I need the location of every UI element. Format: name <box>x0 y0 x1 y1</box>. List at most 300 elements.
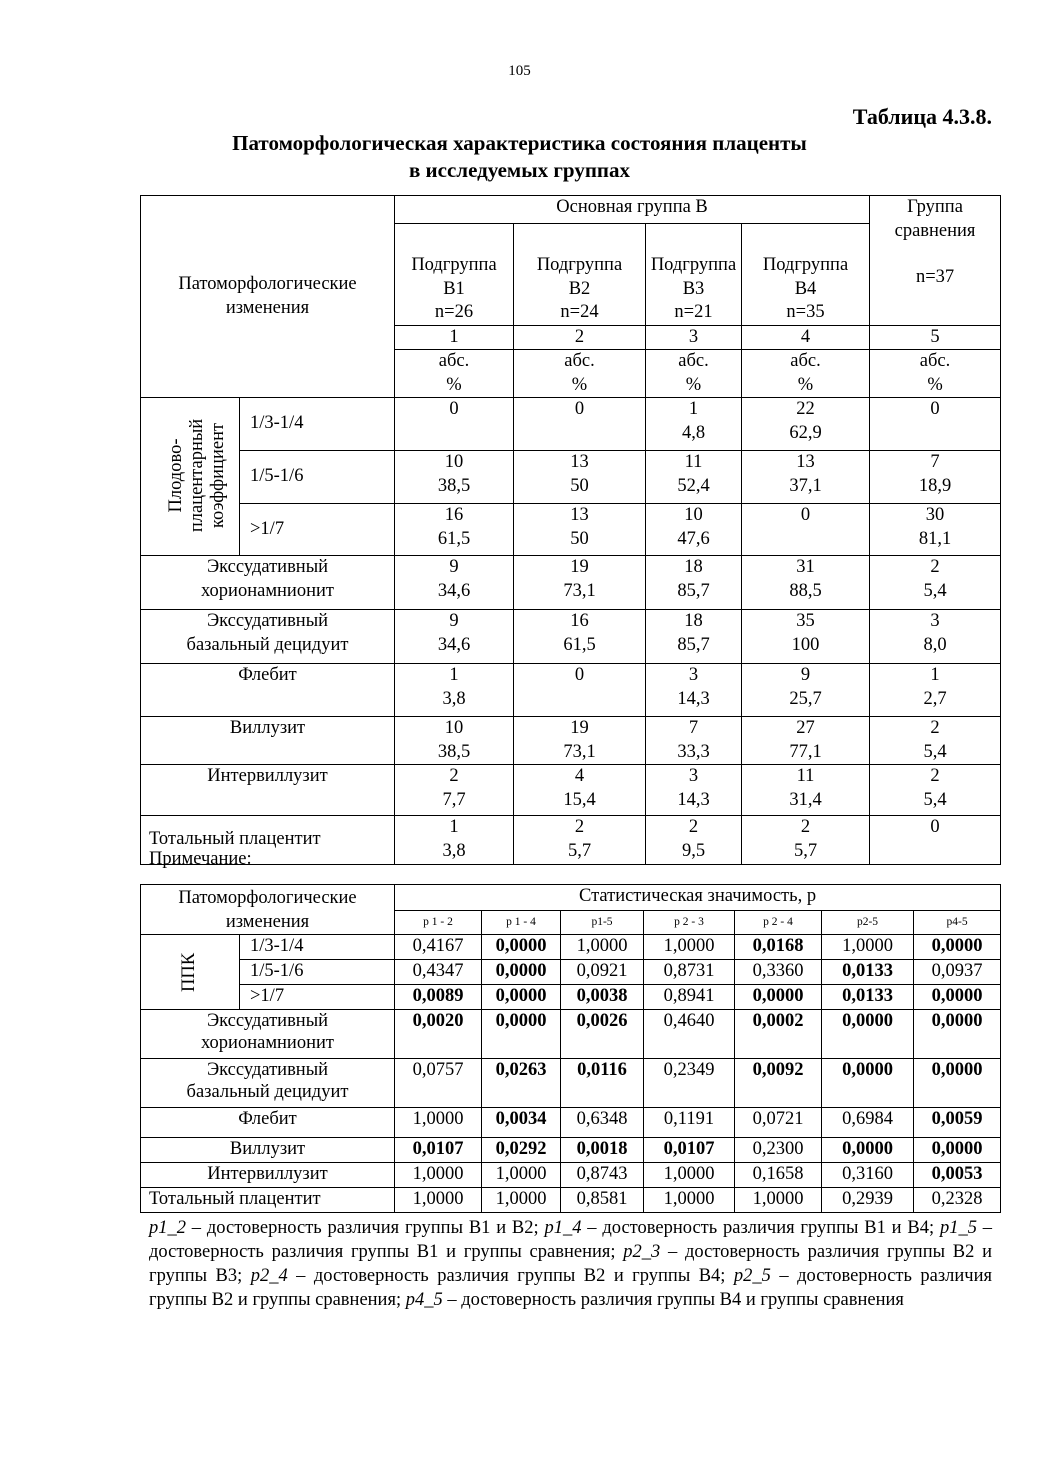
abs-value: 16 <box>444 505 464 525</box>
abs-value: 3 <box>930 611 940 631</box>
pct-value: 52,4 <box>677 475 710 496</box>
p-value: 0,6984 <box>822 1108 914 1138</box>
abs-value: 9 <box>449 611 459 631</box>
finding-label-line2: хорионамнионит <box>201 580 334 601</box>
abs-value: 3 <box>688 766 699 786</box>
p-value: 0,0107 <box>395 1138 482 1163</box>
abs-value: 7 <box>930 452 940 472</box>
abs-value: 1 <box>449 817 459 837</box>
value-cell <box>870 451 1001 504</box>
t2-finding-row <box>141 1108 1001 1138</box>
subgroup-word: Подгруппа <box>762 255 849 275</box>
abs-value: 9 <box>449 557 459 577</box>
p-value: 0,3360 <box>735 960 822 985</box>
p-value: 0,8743 <box>561 1163 644 1188</box>
p-value: 1,0000 <box>735 1188 822 1213</box>
abs-value: 13 <box>796 452 815 472</box>
p-value: 0,0000 <box>482 935 561 960</box>
subgroup-header-3 <box>646 224 742 326</box>
p-column-header: p 2 - 3 <box>644 911 735 935</box>
abs-value: 16 <box>570 611 589 631</box>
abs-value: 0 <box>574 399 585 419</box>
value-cell <box>514 765 646 816</box>
t2-ppk-row <box>141 935 1001 960</box>
table-title-line2: в исследуемых группах <box>408 158 631 182</box>
p-value: 0,8941 <box>644 985 735 1010</box>
p-value: 0,0000 <box>914 985 1001 1010</box>
legend-text: – достоверность различия группы В2 и группы В3; <box>149 1242 992 1286</box>
stat-header: Статистическая значимость, р <box>395 885 1001 911</box>
abs-value: 31 <box>796 557 815 577</box>
abs-value: 0 <box>930 817 940 837</box>
ppk-label-line1: Плодово- <box>166 438 187 513</box>
pct-value: 73,1 <box>563 580 596 601</box>
abs-value: 30 <box>925 505 945 525</box>
ppk-range-label: 1/5-1/6 <box>240 451 395 504</box>
p-value: 0,0089 <box>395 985 482 1010</box>
pct-value: 18,9 <box>918 475 952 496</box>
value-cell <box>514 504 646 556</box>
ppk-row <box>141 504 1001 556</box>
pct-value: 100 <box>791 634 820 655</box>
pct-value: 31,4 <box>789 789 822 810</box>
p-value: 0,0038 <box>561 985 644 1010</box>
pct-value: 73,1 <box>563 741 596 762</box>
abs-value: 2 <box>449 766 459 786</box>
pct-value <box>516 688 643 712</box>
t2-finding-label <box>141 1188 395 1213</box>
t2-finding-label <box>141 1163 395 1188</box>
abs-value: 2 <box>574 817 585 837</box>
pct-value <box>516 422 643 446</box>
page-number: 105 <box>508 63 531 79</box>
p-value: 0,0020 <box>395 1010 482 1059</box>
p-value: 0,0000 <box>482 1010 561 1059</box>
subgroup-header-4 <box>742 224 870 326</box>
p-value: 0,0116 <box>561 1059 644 1108</box>
legend-symbol: p1_2 <box>149 1218 186 1238</box>
pct-value: 47,6 <box>677 528 710 549</box>
legend-text: – достоверность различия группы В1 и В4; <box>581 1218 940 1238</box>
value-cell <box>395 816 514 865</box>
p-value: 0,4167 <box>395 935 482 960</box>
p-value: 1,0000 <box>482 1188 561 1213</box>
p-value: 1,0000 <box>561 935 644 960</box>
p-value: 0,0133 <box>822 985 914 1010</box>
p-value: 0,0034 <box>482 1108 561 1138</box>
p-value: 0,6348 <box>561 1108 644 1138</box>
abs-value: 2 <box>800 817 811 837</box>
note-label: Примечание: <box>149 849 252 869</box>
pct-value: 38,5 <box>437 475 471 496</box>
t2-finding-row <box>141 1059 1001 1108</box>
p-value: 0,0000 <box>735 985 822 1010</box>
column-number: 1 <box>395 325 514 350</box>
subgroup-n: n=21 <box>674 302 713 322</box>
t2-finding-label <box>141 1138 395 1163</box>
p-column-header: p1-5 <box>561 911 644 935</box>
finding-label-line2: базальный децидуит <box>186 634 349 655</box>
comparison-group-n: n=37 <box>915 267 955 287</box>
pct-value: 3,8 <box>442 688 466 709</box>
abs-value: 1 <box>930 665 940 685</box>
abs-value: 7 <box>688 718 699 738</box>
pct-label: % <box>797 374 814 395</box>
t2-finding-row <box>141 1010 1001 1059</box>
p-column-header: p 2 - 4 <box>735 911 822 935</box>
p-value: 0,2328 <box>914 1188 1001 1213</box>
abs-pct-header <box>395 350 514 398</box>
finding-label <box>141 556 395 610</box>
legend-text: – достоверность различия группы В4 и группы сравнения <box>442 1290 904 1310</box>
abs-value: 13 <box>570 452 589 472</box>
value-cell <box>395 717 514 765</box>
abs-value: 35 <box>796 611 815 631</box>
pct-value: 9,5 <box>681 840 706 861</box>
p-value: 0,0107 <box>644 1138 735 1163</box>
pct-label: % <box>446 374 462 395</box>
subgroup-code: В2 <box>568 278 591 299</box>
value-cell <box>742 504 870 556</box>
abs-pct-header <box>514 350 646 398</box>
pct-value: 7,7 <box>442 789 466 810</box>
pct-value <box>872 840 998 864</box>
abs-value: 19 <box>570 557 589 577</box>
t2-ppk-label: ППК <box>179 952 200 993</box>
pct-value: 3,8 <box>442 840 466 861</box>
significance-table <box>140 884 1001 1213</box>
value-cell <box>646 765 742 816</box>
value-cell <box>514 717 646 765</box>
p-value: 0,0721 <box>735 1108 822 1138</box>
characteristics-table <box>140 195 1001 865</box>
ppk-vertical-label <box>166 419 229 532</box>
abs-pct-header <box>870 350 1001 398</box>
finding-label-line1: Флебит <box>238 665 297 685</box>
t2-finding-label <box>141 1108 395 1138</box>
t2-finding-row <box>141 1163 1001 1188</box>
abs-pct-header <box>646 350 742 398</box>
p-value: 0,0000 <box>822 1010 914 1059</box>
pct-value: 8,0 <box>923 634 947 655</box>
p-value: 1,0000 <box>482 1163 561 1188</box>
value-cell <box>870 504 1001 556</box>
pct-value: 62,9 <box>789 422 822 443</box>
abs-label: абс. <box>438 351 470 371</box>
t2-finding-label-line1: Интервиллузит <box>207 1164 328 1184</box>
p-value: 0,0000 <box>822 1138 914 1163</box>
value-cell <box>646 610 742 664</box>
pct-value: 85,7 <box>677 580 710 601</box>
legend-symbol: p1_4 <box>544 1218 582 1238</box>
pct-value: 50 <box>570 528 589 549</box>
pct-value <box>397 422 511 446</box>
legend-symbol: p2_4 <box>250 1266 288 1286</box>
value-cell <box>395 504 514 556</box>
t2-finding-label-line1: Виллузит <box>229 1139 306 1159</box>
pct-label: % <box>685 374 702 395</box>
value-cell <box>870 717 1001 765</box>
value-cell <box>514 398 646 451</box>
column-number: 5 <box>870 325 1001 350</box>
pct-value: 61,5 <box>563 634 596 655</box>
p-value: 0,0000 <box>482 960 561 985</box>
legend-symbol: p2_5 <box>733 1266 771 1286</box>
p-column-header: p2-5 <box>822 911 914 935</box>
legend-symbol: p4_5 <box>405 1290 443 1310</box>
ppk-range-label: 1/3-1/4 <box>240 398 395 451</box>
abs-value: 13 <box>570 505 589 525</box>
column-number: 3 <box>646 325 742 350</box>
p-value: 0,0059 <box>914 1108 1001 1138</box>
value-cell <box>395 556 514 610</box>
pct-value: 38,5 <box>437 741 471 762</box>
finding-label <box>141 765 395 816</box>
p-value: 0,0757 <box>395 1059 482 1108</box>
value-cell <box>514 664 646 717</box>
value-cell <box>646 398 742 451</box>
pct-value: 5,7 <box>793 840 818 861</box>
ppk-range-label: >1/7 <box>240 504 395 556</box>
finding-row <box>141 816 1001 865</box>
column-number: 2 <box>514 325 646 350</box>
t2-ppk-row <box>141 960 1001 985</box>
t2-finding-label <box>141 1059 395 1108</box>
t2-finding-row <box>141 1188 1001 1213</box>
subgroup-header-1 <box>395 224 514 326</box>
t2-row-header: Патоморфологические изменения <box>178 887 357 932</box>
abs-value: 2 <box>930 718 940 738</box>
legend-text: – достоверность различия группы В2 и группы сравнения; <box>149 1266 992 1310</box>
value-cell <box>514 451 646 504</box>
p-value: 0,0133 <box>822 960 914 985</box>
abs-value: 0 <box>930 399 940 419</box>
value-cell <box>646 717 742 765</box>
table-caption: Таблица 4.3.8. <box>852 104 992 129</box>
comparison-group-line2: сравнения <box>894 220 976 241</box>
abs-value: 11 <box>684 452 703 472</box>
p-value: 0,0018 <box>561 1138 644 1163</box>
p-value: 0,8731 <box>644 960 735 985</box>
comparison-group-header <box>870 196 1001 326</box>
table-title <box>0 130 1039 184</box>
p-value: 0,2349 <box>644 1059 735 1108</box>
value-cell <box>870 556 1001 610</box>
p-value: 0,0053 <box>914 1163 1001 1188</box>
abs-label: абс. <box>678 351 709 371</box>
legend-symbol: p2_3 <box>623 1242 661 1262</box>
value-cell <box>742 765 870 816</box>
pct-value: 25,7 <box>789 688 822 709</box>
p-value: 1,0000 <box>644 1163 735 1188</box>
abs-value: 2 <box>930 557 940 577</box>
t2-finding-label <box>141 1010 395 1059</box>
value-cell <box>870 398 1001 451</box>
subgroup-code: В1 <box>443 278 465 299</box>
t2-finding-label-line1: Экссудативный <box>206 1011 329 1031</box>
p-value: 0,2939 <box>822 1188 914 1213</box>
subgroup-n: n=24 <box>560 302 599 322</box>
t2-finding-row <box>141 1138 1001 1163</box>
finding-label-line1: Виллузит <box>229 718 306 738</box>
p-value: 0,2300 <box>735 1138 822 1163</box>
p-value: 1,0000 <box>395 1188 482 1213</box>
p-value: 0,4640 <box>644 1010 735 1059</box>
value-cell <box>514 610 646 664</box>
legend-symbol: p1_5 <box>939 1218 977 1238</box>
pct-value: 2,7 <box>923 688 947 709</box>
subgroup-n: n=35 <box>786 302 825 322</box>
value-cell <box>742 717 870 765</box>
finding-label <box>141 717 395 765</box>
pct-value: 33,3 <box>677 741 710 762</box>
value-cell <box>870 765 1001 816</box>
finding-row <box>141 717 1001 765</box>
p-value: 0,0000 <box>914 1059 1001 1108</box>
t2-ppk-label-cell <box>141 935 240 1010</box>
abs-value: 2 <box>930 766 940 786</box>
finding-label-line1: Экссудативный <box>206 557 329 577</box>
p-value: 1,0000 <box>395 1108 482 1138</box>
value-cell <box>870 610 1001 664</box>
ppk-label-line3: коэффициент <box>208 423 229 529</box>
abs-label: абс. <box>790 351 821 371</box>
value-cell <box>395 765 514 816</box>
p-value: 0,3160 <box>822 1163 914 1188</box>
p-value: 0,0000 <box>914 1010 1001 1059</box>
p-value: 0,0168 <box>735 935 822 960</box>
t2-finding-label-line2: базальный децидуит <box>186 1082 349 1102</box>
p-value: 0,0921 <box>561 960 644 985</box>
p-column-header: p 1 - 4 <box>482 911 561 935</box>
value-cell <box>742 610 870 664</box>
table-title-line1: Патоморфологическая характеристика состояния плаценты <box>232 131 807 155</box>
finding-label-line1: Тотальный плацентит <box>149 829 321 850</box>
t2-finding-label-line2: хорионамнионит <box>201 1033 334 1053</box>
pct-label: % <box>571 374 588 395</box>
abs-value: 2 <box>688 817 699 837</box>
p-value: 0,0263 <box>482 1059 561 1108</box>
pct-value <box>744 528 867 552</box>
t2-ppk-range-label: >1/7 <box>240 985 395 1010</box>
ppk-row <box>141 398 1001 451</box>
subgroup-header-2 <box>514 224 646 326</box>
value-cell <box>646 664 742 717</box>
abs-value: 0 <box>449 399 459 419</box>
finding-label-line1: Интервиллузит <box>207 766 328 786</box>
t2-ppk-range-label: 1/5-1/6 <box>240 960 395 985</box>
pct-value: 61,5 <box>437 528 471 549</box>
legend <box>149 1216 992 1312</box>
p-value: 0,0292 <box>482 1138 561 1163</box>
pct-value: 4,8 <box>681 422 706 443</box>
pct-value: 85,7 <box>677 634 710 655</box>
abs-value: 22 <box>796 399 815 419</box>
abs-label: абс. <box>919 351 951 371</box>
subgroup-code: В3 <box>682 278 705 299</box>
value-cell <box>742 816 870 865</box>
t2-finding-label-line1: Тотальный плацентит <box>149 1189 321 1209</box>
legend-text: – достоверность различия группы В2 и группы В4; <box>287 1266 734 1286</box>
value-cell <box>646 556 742 610</box>
abs-value: 4 <box>574 766 585 786</box>
p-value: 0,0000 <box>914 935 1001 960</box>
p-value: 0,0000 <box>482 985 561 1010</box>
p-value: 1,0000 <box>644 1188 735 1213</box>
p-value: 1,0000 <box>395 1163 482 1188</box>
p-value: 0,0026 <box>561 1010 644 1059</box>
t2-ppk-range-label: 1/3-1/4 <box>240 935 395 960</box>
pct-value: 5,4 <box>923 741 947 762</box>
column-number: 4 <box>742 325 870 350</box>
p-value: 0,1658 <box>735 1163 822 1188</box>
pct-value: 88,5 <box>789 580 822 601</box>
abs-value: 27 <box>796 718 815 738</box>
ppk-row <box>141 451 1001 504</box>
p-value: 0,0002 <box>735 1010 822 1059</box>
value-cell <box>742 664 870 717</box>
abs-value: 18 <box>684 611 703 631</box>
comparison-group-line1: Группа <box>907 197 963 217</box>
abs-value: 11 <box>796 766 815 786</box>
value-cell <box>870 816 1001 865</box>
abs-value: 10 <box>444 452 464 472</box>
abs-value: 19 <box>570 718 589 738</box>
value-cell <box>395 664 514 717</box>
legend-text: – достоверность различия группы В1 и группы сравнения; <box>149 1218 992 1262</box>
ppk-label-line2: плацентарный <box>187 419 208 533</box>
main-group-header: Основная группа В <box>395 196 870 224</box>
row-header: Патоморфологические изменения <box>178 274 357 318</box>
abs-pct-header <box>742 350 870 398</box>
abs-value: 18 <box>684 557 703 577</box>
finding-row <box>141 765 1001 816</box>
value-cell <box>870 664 1001 717</box>
pct-value: 34,6 <box>437 580 471 601</box>
finding-row <box>141 610 1001 664</box>
abs-value: 3 <box>688 665 699 685</box>
p-column-header: p4-5 <box>914 911 1001 935</box>
abs-value: 10 <box>684 505 703 525</box>
pct-value: 5,7 <box>567 840 592 861</box>
value-cell <box>514 556 646 610</box>
ppk-group-label <box>141 398 240 556</box>
t2-finding-label-line1: Экссудативный <box>206 1060 329 1080</box>
value-cell <box>395 610 514 664</box>
abs-value: 10 <box>444 718 464 738</box>
abs-value: 1 <box>688 399 699 419</box>
pct-value: 37,1 <box>789 475 822 496</box>
pct-value <box>872 422 998 446</box>
pct-value: 15,4 <box>563 789 596 810</box>
value-cell <box>742 556 870 610</box>
finding-label <box>141 610 395 664</box>
value-cell <box>514 816 646 865</box>
p-value: 0,1191 <box>644 1108 735 1138</box>
p-value: 0,8581 <box>561 1188 644 1213</box>
pct-value: 5,4 <box>923 789 947 810</box>
finding-row <box>141 556 1001 610</box>
value-cell <box>646 816 742 865</box>
finding-label-line1: Экссудативный <box>206 611 329 631</box>
abs-label: абс. <box>564 351 595 371</box>
value-cell <box>395 451 514 504</box>
value-cell <box>646 451 742 504</box>
value-cell <box>742 398 870 451</box>
abs-value: 0 <box>800 505 811 525</box>
finding-row <box>141 664 1001 717</box>
legend-text: – достоверность различия группы В1 и В2; <box>186 1218 545 1238</box>
